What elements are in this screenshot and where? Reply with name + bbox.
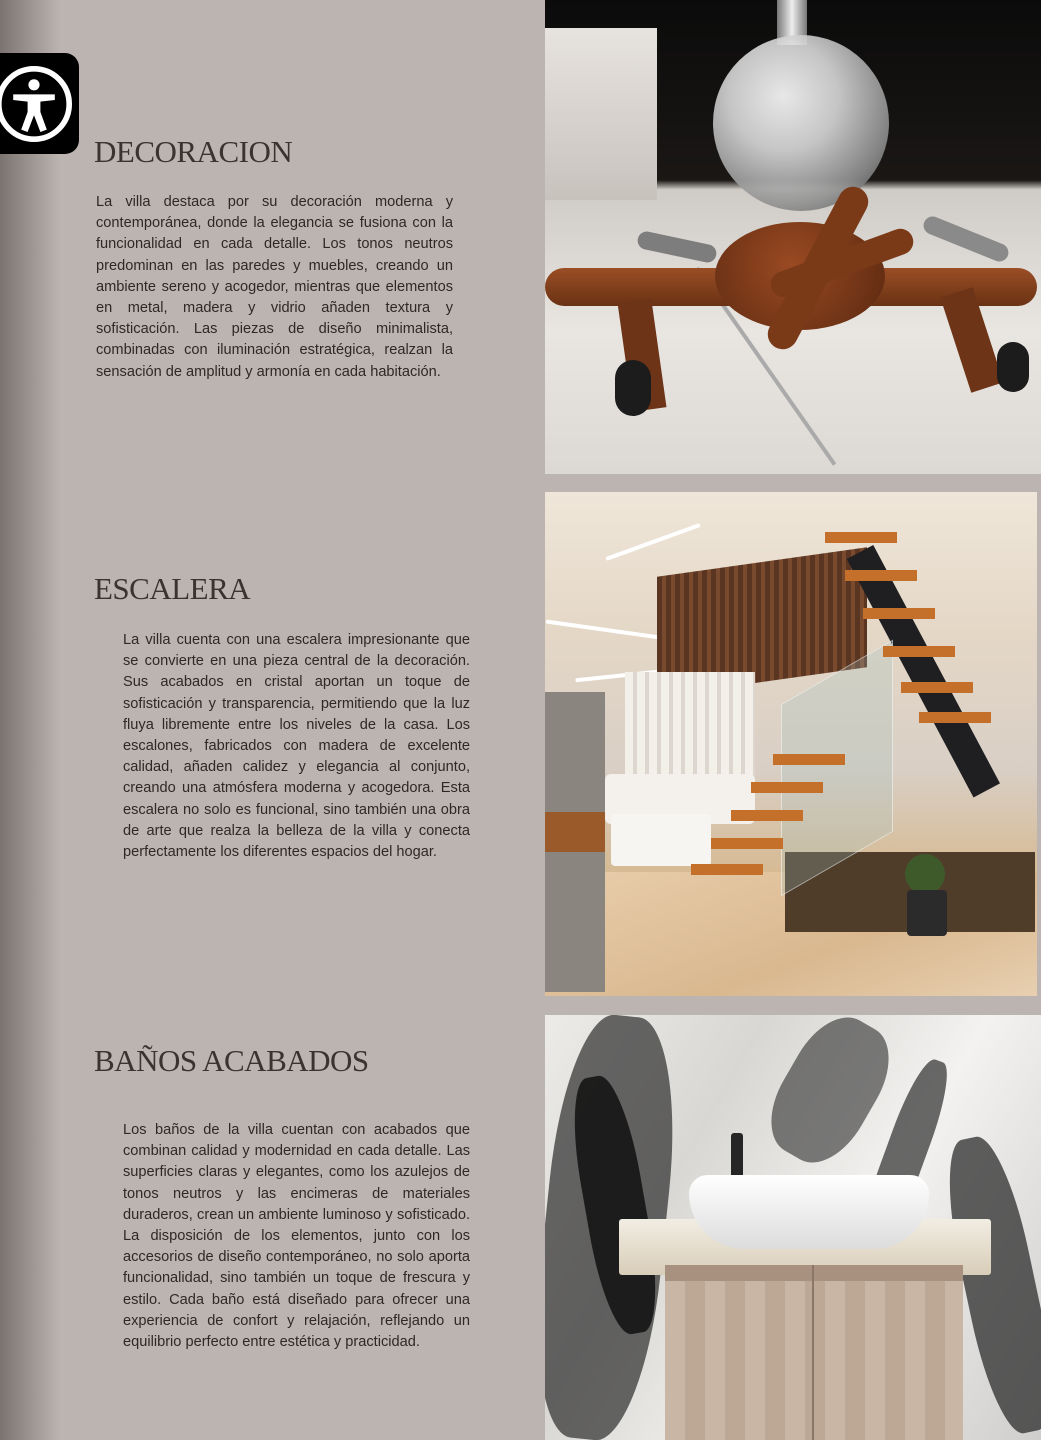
section-text-decoracion: La villa destaca por su decoración moderna y contemporánea, donde la elegancia se fusiona con la funcionalidad en cada detalle. Los tonos neutros predominan en las paredes y muebles, creando un ambiente sereno y acogedor, mientras que elementos en metal, madera y vidrio añaden textura y sofisticación. Las piezas de diseño minimalista, combinadas con iluminación estratégica, realzan la sensación de amplitud y armonía en cada habitación.	[96, 194, 453, 380]
section-text-escalera: La villa cuenta con una escalera impresionante que se convierte en una pieza central de la decoración. Sus acabados en cristal aportan un toque de sofisticación y transparencia, permitiendo que la luz fluya libremente entre los niveles de la casa. Los escalones, fabricados con madera de excelente calidad, añaden calidez y elegancia al conjunto, creando una atmósfera moderna y acogedora. Esta escalera no solo es funcional, sino también una obra de arte que realza la belleza de la villa y conecta perfectamente los diferentes espacios del hogar.	[123, 632, 470, 861]
photo-decoracion	[545, 0, 1041, 474]
section-title-banos-acabados: BAÑOS ACABADOS	[94, 1043, 369, 1078]
section-text-banos-acabados: Los baños de la villa cuentan con acabados que combinan calidad y modernidad en cada detalle. Las superficies claras y elegantes, como los azulejos de tonos neutros y las encimeras de materiales duraderos, crean un ambiente luminoso y sofisticado. La disposición de los elementos, junto con los accesorios de diseño contemporáneo, no solo aporta funcionalidad, sino también un toque de frescura y estilo. Cada baño está diseñado para ofrecer una experiencia de confort y relajación, reflejando un equilibrio perfecto entre estética y practicidad.	[123, 1122, 470, 1351]
accessibility-button[interactable]	[0, 53, 79, 154]
photo-escalera	[545, 492, 1037, 996]
page-edge-shadow	[0, 0, 60, 1440]
section-title-escalera: ESCALERA	[94, 571, 251, 606]
accessibility-icon	[0, 64, 74, 144]
photo-banos	[545, 1015, 1041, 1440]
section-title-decoracion: DECORACION	[94, 134, 293, 169]
